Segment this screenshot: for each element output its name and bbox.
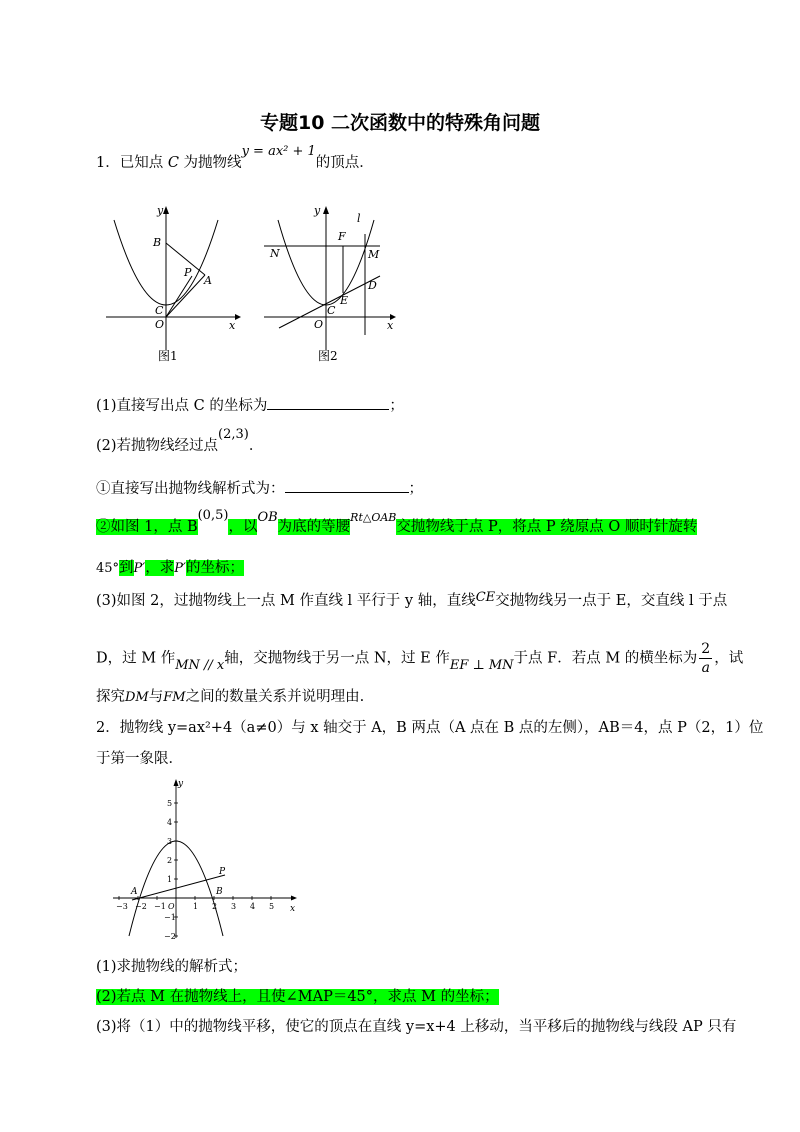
- q1-part3-ef-perp: EF ⊥ MN: [449, 657, 514, 673]
- q2-xtick: −1: [154, 902, 166, 911]
- q2-a-label: A: [131, 887, 138, 897]
- fig2-d-label: D: [368, 279, 377, 292]
- q1-part2-2-text-a: ②如图 1，点 B: [96, 519, 198, 535]
- fig2-y-label: y: [314, 204, 321, 217]
- fig1-a-label: A: [204, 274, 212, 287]
- q1-figure-1: [100, 200, 250, 365]
- q1-part3-text-e: 于点 F．若点 M 的横坐标为: [513, 650, 698, 667]
- q2-ytick: 3: [167, 837, 173, 846]
- q1-part1-end: ；: [389, 398, 404, 414]
- q1-part3-text-c: D，过 M 作: [96, 650, 176, 667]
- q1-part3-line3: [96, 686, 364, 709]
- fig2-e-label: E: [340, 294, 349, 307]
- q1-part2-2-line1: [96, 508, 698, 539]
- q1-part2-1: [96, 478, 423, 500]
- fig1-origin-label: O: [155, 318, 165, 331]
- q1-part2-2-text-j: 的坐标；: [185, 560, 244, 576]
- q1-part3-ce: CE: [475, 590, 496, 605]
- q2-ytick: −1: [164, 913, 176, 922]
- q1-stem-text-a: 已知点: [119, 155, 168, 171]
- fig1-caption: 图1: [158, 349, 178, 363]
- fig2-origin-label: O: [314, 318, 324, 331]
- q1-part2-2-text-d: 交抛物线于点 P，将点 P 绕原点 O 顺时针旋转: [396, 519, 698, 535]
- q1-part3-text-h: 与: [148, 689, 164, 705]
- q1-part2-2-text-f: 到: [119, 560, 134, 576]
- q2-ytick: 4: [167, 818, 173, 827]
- q2-xtick: 3: [231, 902, 237, 911]
- q1-parabola-expr: y = ax² + 1: [241, 144, 316, 159]
- page-title: 专题10 二次函数中的特殊角问题: [259, 112, 541, 134]
- q1-point-c: C: [167, 155, 179, 171]
- fraction-numerator: 2: [701, 641, 711, 657]
- q1-part2-2-point-b: (0,5): [197, 508, 229, 523]
- q1-part2: [96, 427, 264, 458]
- q2-xtick: 4: [250, 902, 256, 911]
- q1-part1-text: (1)直接写出点 C 的坐标为: [96, 398, 268, 414]
- q1-part3-line1: [96, 590, 727, 613]
- q2-ytick: −2: [164, 932, 176, 941]
- q1-stem-text-b: 为抛物线: [178, 155, 242, 171]
- q2-stem-line1: 2．抛物线 y=ax²+4（a≠0）与 x 轴交于 A，B 两点（A 点在 B 点的左侧），AB＝4，点 P（2，1）位: [96, 720, 764, 736]
- fig1-x-label: x: [229, 319, 236, 332]
- q1-part2-text: (2)若抛物线经过点: [96, 438, 219, 454]
- fig2-x-label: x: [387, 319, 394, 332]
- q1-part2-point: (2,3): [218, 427, 249, 442]
- q1-part2-2-p-prime-2: P′: [174, 561, 186, 576]
- q1-part1-answer-blank[interactable]: [267, 395, 389, 410]
- q1-part2-2-text-h: ，求: [145, 560, 175, 576]
- q1-part2-2-text-c: 为底的等腰: [277, 519, 351, 535]
- q2-xtick: 5: [269, 902, 275, 911]
- fig1-c-label: C: [155, 304, 164, 317]
- q1-number: 1．: [96, 155, 120, 171]
- q1-part3-text-f: ，试: [714, 650, 744, 667]
- q2-xtick: −2: [135, 902, 147, 911]
- fig2-n-label: N: [270, 247, 280, 260]
- q1-part3-text-g: 探究: [96, 689, 125, 705]
- q1-part3-fm: FM: [163, 690, 186, 705]
- q1-part3-text-i: 之间的数量关系并说明理由.: [185, 689, 365, 705]
- q1-part3-line2: [96, 640, 743, 677]
- fig2-m-label: M: [368, 248, 380, 261]
- q1-part3-dm: DM: [125, 690, 149, 705]
- q2-ytick: 5: [167, 799, 173, 808]
- q1-part3-text-a: (3)如图 2，过抛物线上一点 M 作直线 l 平行于 y 轴，直线: [96, 593, 476, 609]
- q1-stem-text-c: 的顶点．: [315, 155, 374, 171]
- q2-graph: [108, 772, 308, 942]
- fig1-b-label: B: [153, 236, 162, 249]
- fig2-f-label: F: [338, 230, 346, 243]
- q1-part2-1-text: ①直接写出抛物线解析式为：: [96, 481, 285, 497]
- q1-part1: [96, 395, 404, 417]
- q1-part2-1-answer-blank[interactable]: [285, 478, 409, 493]
- q1-part2-2-ob: OB: [257, 510, 278, 525]
- q2-y-label: y: [178, 779, 184, 789]
- fig2-caption: 图2: [318, 349, 338, 363]
- q2-xtick: −3: [116, 902, 128, 911]
- q1-part3-text-b: 交抛物线另一点于 E，交直线 l 于点: [495, 593, 728, 609]
- q1-part2-2-text-b: ，以: [228, 519, 258, 535]
- q1-part2-2-line2: [96, 557, 244, 580]
- q2-b-label: B: [216, 887, 223, 897]
- q2-p-label: P: [219, 867, 226, 877]
- fraction-denominator: a: [701, 660, 710, 676]
- q1-stem: [96, 144, 374, 175]
- fig1-y-label: y: [157, 204, 164, 217]
- q2-part2-text: (2)若点 M 在抛物线上，且使∠MAP＝45°，求点 M 的坐标；: [96, 989, 499, 1005]
- q2-ytick: 2: [167, 856, 173, 865]
- q1-part2-1-end: ；: [408, 481, 423, 497]
- q1-part3-text-d: 轴，交抛物线于另一点 N，过 E 作: [224, 650, 450, 667]
- q2-part3: (3)将（1）中的抛物线平移，使它的顶点在直线 y=x+4 上移动，当平移后的抛物线与线段 AP 只有: [96, 1019, 737, 1035]
- q2-xtick: 2: [212, 902, 218, 911]
- q1-figure-2: [262, 200, 402, 365]
- fig1-p-label: P: [184, 266, 192, 279]
- fig2-c-label: C: [327, 304, 336, 317]
- q2-x-label: x: [290, 904, 296, 914]
- q2-xtick: 1: [193, 902, 199, 911]
- q2-part1: (1)求抛物线的解析式；: [96, 959, 248, 975]
- q1-part2-end: ．: [248, 438, 264, 454]
- q1-part3-mn-parallel: MN // x: [175, 657, 225, 673]
- q2-part2: [96, 986, 499, 1008]
- q1-part2-2-rt-triangle: Rt△OAB: [350, 511, 397, 524]
- q2-stem-line2: 于第一象限．: [96, 751, 183, 767]
- q2-ytick: 1: [167, 875, 173, 884]
- q1-part2-2-angle: 45°: [96, 561, 120, 576]
- q1-part2-2-p-prime: P′: [133, 561, 146, 576]
- q1-part3-fraction: [699, 640, 712, 677]
- fig2-l-label: l: [357, 212, 361, 225]
- q2-xtick-origin: O: [168, 902, 175, 911]
